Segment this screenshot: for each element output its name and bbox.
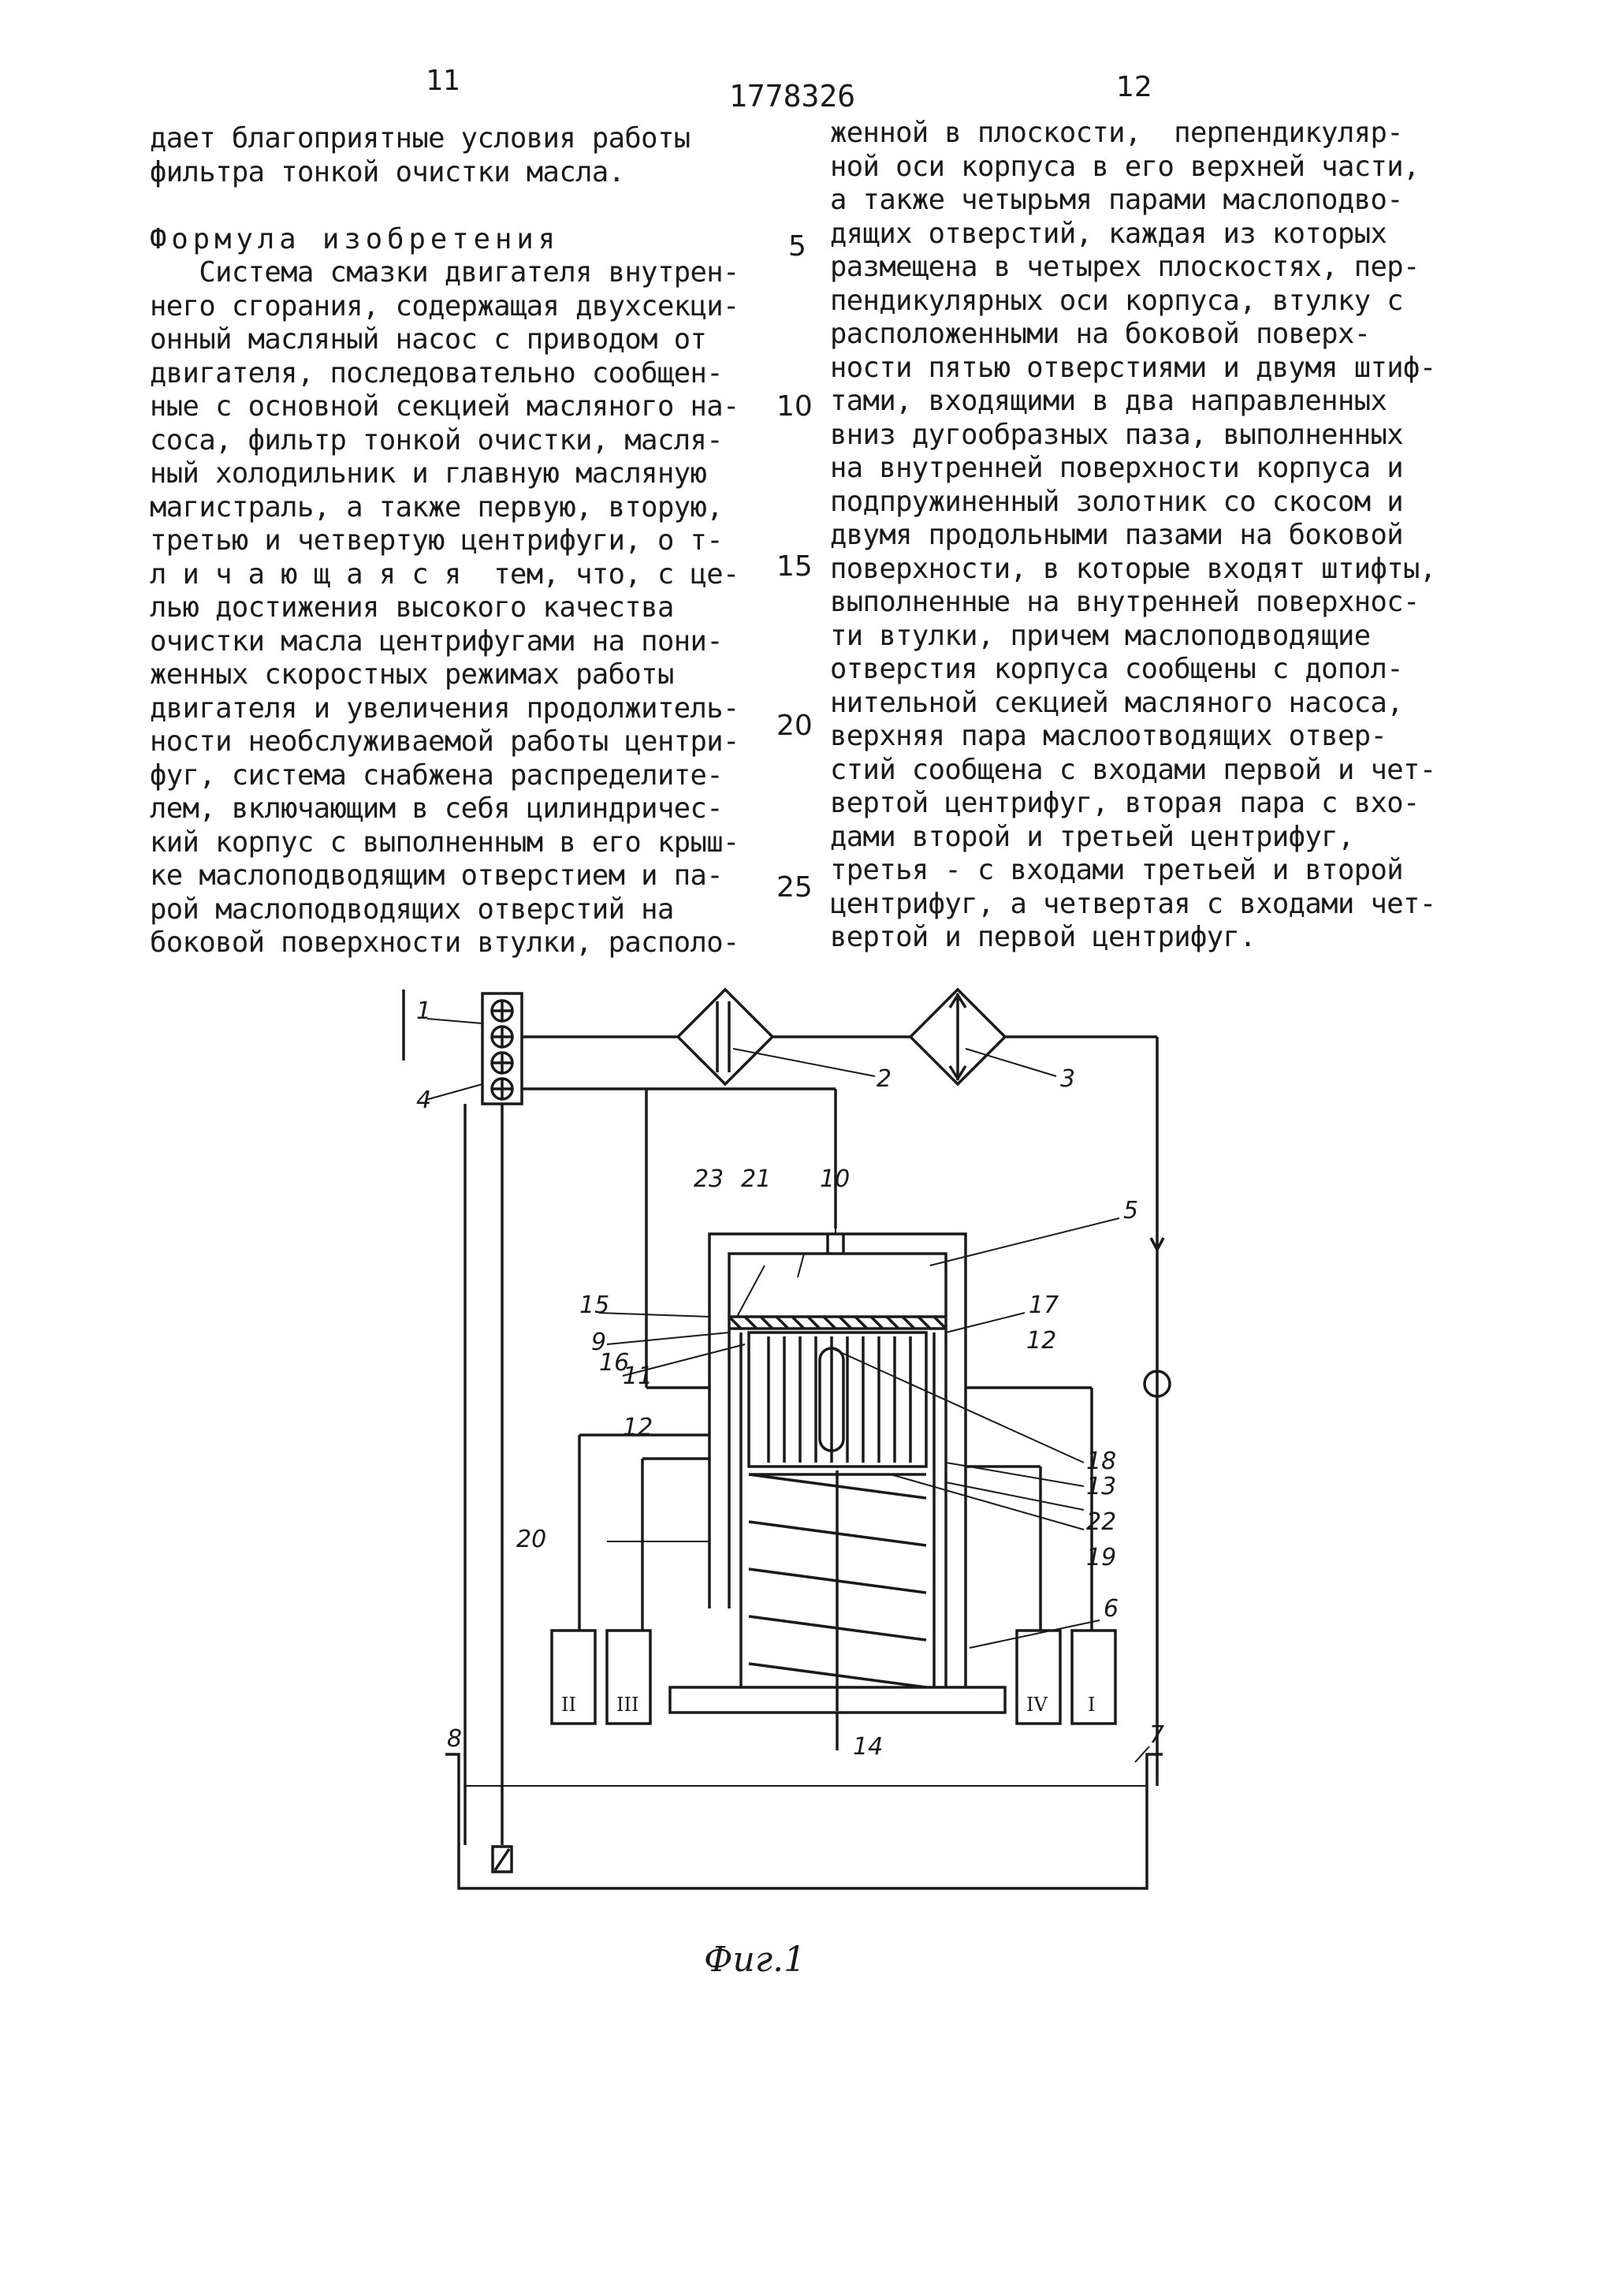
right-column-line: выполненные на внутренней поверхнос-	[830, 586, 1420, 618]
left-column-line: третью и четвертую центрифуги, о т-	[150, 524, 724, 557]
left-column-line: ке маслоподводящим отверстием и па-	[150, 859, 724, 892]
figure-label-21: 21	[741, 1165, 772, 1193]
left-column-line: лью достижения высокого качества	[150, 591, 674, 624]
left-column-line: Формула изобретения	[150, 222, 560, 255]
left-column-line: двигателя и увеличения продолжитель-	[150, 691, 739, 725]
figure-label-18: 18	[1086, 1448, 1117, 1475]
right-column-line: стий сообщена с входами первой и чет-	[830, 753, 1436, 786]
right-column-line: женной в плоскости, перпендикуляр-	[830, 117, 1404, 149]
figure-label-12b: 12	[623, 1414, 653, 1441]
left-column-line: Система смазки двигателя внутрен-	[150, 256, 739, 289]
figure-label-7: 7	[1149, 1721, 1165, 1749]
figure-label-22: 22	[1086, 1508, 1117, 1536]
right-column-line: двумя продольными пазами на боковой	[830, 519, 1404, 551]
centrifuge-label-iv: IV	[1026, 1694, 1048, 1716]
line-number-15: 15	[776, 550, 813, 583]
centrifuge-label-i: I	[1088, 1694, 1096, 1716]
left-column-line: магистраль, а также первую, вторую,	[150, 490, 724, 524]
figure-label-11: 11	[623, 1362, 653, 1390]
left-column-line: двигателя, последовательно сообщен-	[150, 356, 724, 390]
centrifuge-label-iii: III	[616, 1694, 639, 1716]
line-number-10: 10	[776, 390, 813, 423]
figure-label-9: 9	[591, 1329, 607, 1356]
centrifuge-label-ii: II	[561, 1694, 576, 1716]
left-column-line: кий корпус с выполненным в его крыш-	[150, 826, 739, 859]
oil-cooler	[910, 990, 1005, 1084]
figure-caption: Фиг.1	[704, 1940, 806, 1980]
left-column-line: очистки масла центрифугами на пони-	[150, 624, 724, 658]
left-column-line: соса, фильтр тонкой очистки, масля-	[150, 423, 724, 457]
right-column-line: вниз дугообразных паза, выполненных	[830, 418, 1404, 451]
figure-label-14: 14	[853, 1733, 884, 1761]
oil-sump	[445, 1754, 1163, 1888]
right-column-line: пендикулярных оси корпуса, втулку с	[830, 284, 1404, 317]
right-column-line: отверстия корпуса сообщены с допол-	[830, 653, 1404, 685]
figure-label-19: 19	[1086, 1544, 1117, 1571]
page-number-left: 11	[426, 65, 460, 97]
figure-label-16: 16	[599, 1349, 630, 1377]
right-column-line: тами, входящими в два направленных	[830, 385, 1387, 417]
right-column-line: нительной секцией масляного насоса,	[830, 686, 1404, 719]
left-column-line: боковой поверхности втулки, располо-	[150, 926, 739, 959]
right-column-line: ти втулки, причем маслоподводящие	[830, 619, 1371, 652]
right-column-line: ности пятью отверстиями и двумя штиф-	[830, 351, 1436, 384]
line-number-20: 20	[776, 710, 813, 742]
figure-label-10: 10	[820, 1165, 851, 1193]
left-column-line: дает благоприятные условия работы	[150, 122, 691, 155]
figure-label-1: 1	[416, 997, 432, 1025]
left-column-line: ные с основной секцией масляного на-	[150, 390, 739, 423]
figure-label-20: 20	[516, 1526, 547, 1553]
left-column-line: ности необслуживаемой работы центри-	[150, 725, 739, 758]
left-column-line: онный масляный насос с приводом от	[150, 323, 707, 356]
right-column-line: вертой и первой центрифуг.	[830, 921, 1256, 953]
page-number-right: 12	[1116, 71, 1152, 103]
right-column-line: верхняя пара маслоотводящих отвер-	[830, 720, 1387, 752]
left-column-line: лем, включающим в себя цилиндричес-	[150, 792, 724, 825]
figure-label-4: 4	[416, 1086, 432, 1114]
left-column-line: фильтра тонкой очистки масла.	[150, 155, 625, 188]
left-column-line: женных скоростных режимах работы	[150, 658, 674, 691]
right-column-line: дящих отверстий, каждая из которых	[830, 217, 1387, 250]
figure-label-23: 23	[694, 1165, 724, 1193]
figure-label-15: 15	[579, 1292, 610, 1319]
left-column-line: ный холодильник и главную масляную	[150, 457, 707, 490]
right-column-line: подпружиненный золотник со скосом и	[830, 485, 1404, 518]
figure-label-2: 2	[877, 1065, 892, 1093]
fine-filter	[678, 990, 772, 1084]
left-column-line: фуг, система снабжена распределите-	[150, 758, 724, 792]
figure-label-8: 8	[447, 1725, 463, 1753]
left-column-line: рой маслоподводящих отверстий на	[150, 893, 674, 926]
patent-number: 1778326	[729, 79, 856, 114]
right-column-line: на внутренней поверхности корпуса и	[830, 452, 1404, 484]
right-column-line: а также четырьмя парами маслоподво-	[830, 184, 1404, 216]
figure-label-12a: 12	[1026, 1327, 1057, 1355]
line-number-5: 5	[788, 230, 806, 263]
figure-label-3: 3	[1060, 1065, 1076, 1093]
right-column-line: расположенными на боковой поверх-	[830, 318, 1371, 350]
right-column-line: центрифуг, а четвертая с входами чет-	[830, 887, 1436, 920]
right-column-line: ной оси корпуса в его верхней части,	[830, 150, 1420, 183]
right-column-line: поверхности, в которые входят штифты,	[830, 552, 1436, 585]
left-column-line: него сгорания, содержащая двухсекци-	[150, 289, 739, 322]
figure-label-13: 13	[1086, 1473, 1117, 1500]
right-column-line: вертой центрифуг, вторая пара с вхо-	[830, 787, 1420, 819]
line-number-25: 25	[776, 871, 813, 904]
left-column-line: л и ч а ю щ а я с я тем, что, с це-	[150, 557, 739, 591]
right-column-line: размещена в четырех плоскостях, пер-	[830, 251, 1420, 283]
figure-label-17: 17	[1029, 1292, 1059, 1319]
right-column-line: дами второй и третьей центрифуг,	[830, 820, 1354, 853]
figure-label-5: 5	[1123, 1197, 1139, 1224]
right-column-line: третья - с входами третьей и второй	[830, 854, 1404, 886]
figure-label-6: 6	[1104, 1595, 1119, 1623]
